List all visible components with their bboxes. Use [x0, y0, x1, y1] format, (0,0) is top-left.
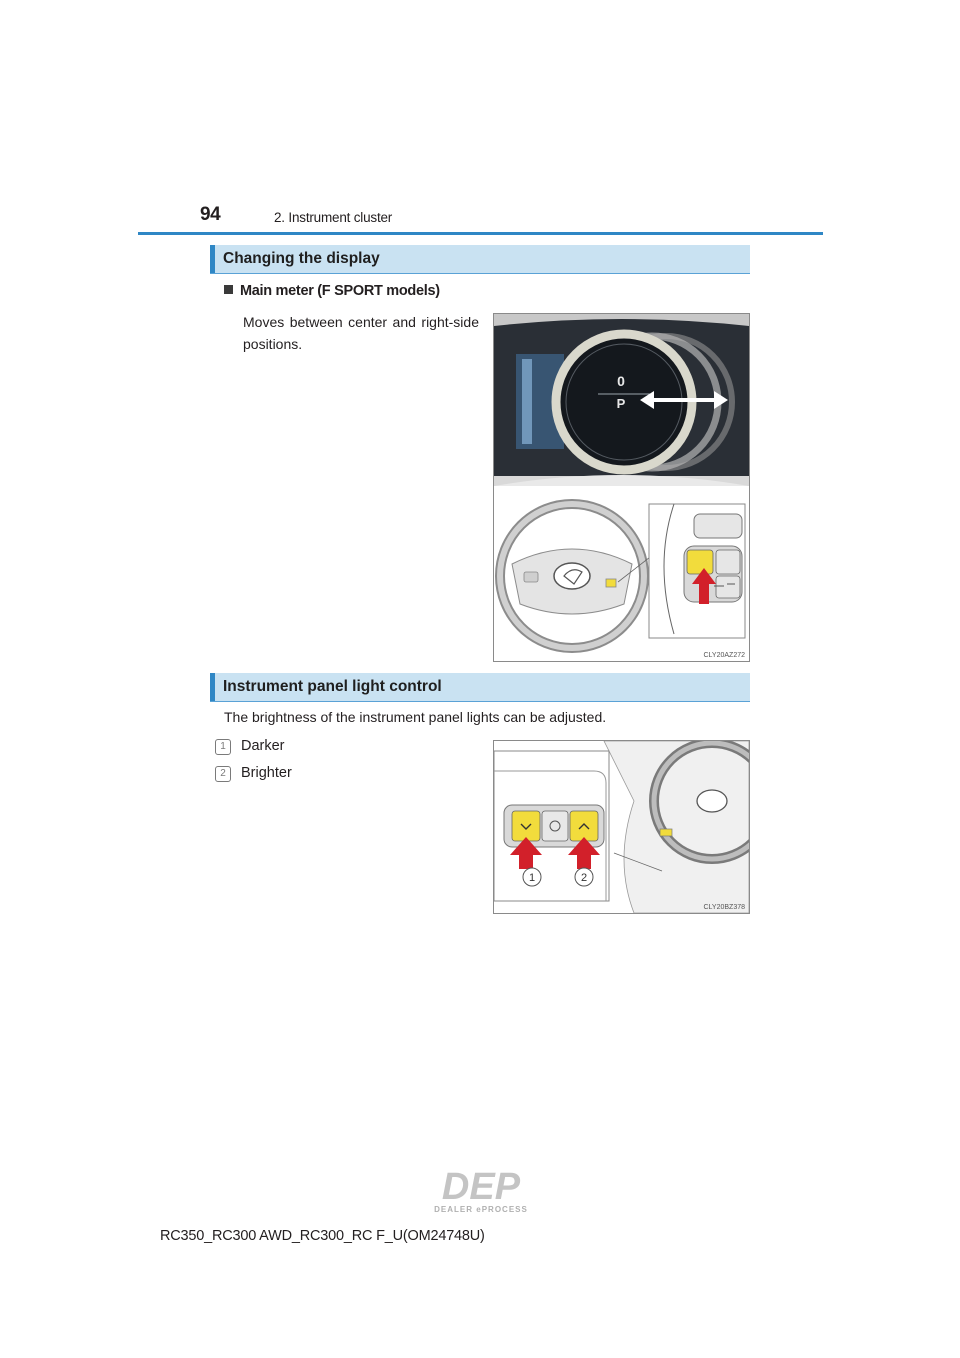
section-title: Instrument panel light control — [223, 678, 442, 695]
callout-number-badge: 2 — [215, 766, 231, 782]
callout-number-badge: 1 — [215, 739, 231, 755]
section-accent — [210, 245, 215, 273]
item-label: Darker — [241, 738, 285, 754]
switch-inset — [649, 504, 745, 638]
gauge-lower-label: P — [616, 396, 626, 411]
list-item-brighter — [215, 765, 292, 782]
chapter-title: 2. Instrument cluster — [274, 210, 393, 225]
list-item-darker — [215, 738, 285, 755]
subheading-text: Main meter (F SPORT models) — [240, 283, 440, 299]
item-label: Brighter — [241, 765, 292, 781]
footer-model-code: RC350_RC300 AWD_RC300_RC F_U(OM24748U) — [160, 1228, 485, 1244]
square-bullet-icon — [224, 285, 233, 294]
page-number: 94 — [200, 204, 221, 225]
watermark-tagline: DEALER ePROCESS — [434, 1205, 528, 1214]
body-paragraph: Moves between center and right-side positions. — [243, 314, 479, 352]
callout-1: 1 — [528, 872, 536, 884]
section-title: Changing the display — [223, 250, 380, 267]
figure-panel-light-control — [493, 740, 750, 914]
gauge-upper-label: 0 — [617, 373, 625, 389]
figure-main-meter — [493, 313, 750, 662]
header-rule — [138, 232, 823, 235]
steering-wheel-illustration — [500, 504, 654, 648]
section-heading-panel-light — [210, 673, 750, 702]
section-accent — [210, 673, 215, 701]
callout-2: 2 — [580, 872, 588, 884]
watermark-main: DEP — [441, 1166, 521, 1208]
figure-code: CLY20BZ378 — [703, 904, 745, 911]
dashboard-illustration — [494, 741, 749, 913]
section-heading-changing-display — [210, 245, 750, 274]
subheading-main-meter — [224, 283, 440, 299]
intro-paragraph: The brightness of the instrument panel lights can be adjusted. — [224, 709, 607, 725]
dealer-eprocess-logo — [416, 1165, 546, 1215]
figure-code: CLY20AZ272 — [703, 652, 745, 659]
